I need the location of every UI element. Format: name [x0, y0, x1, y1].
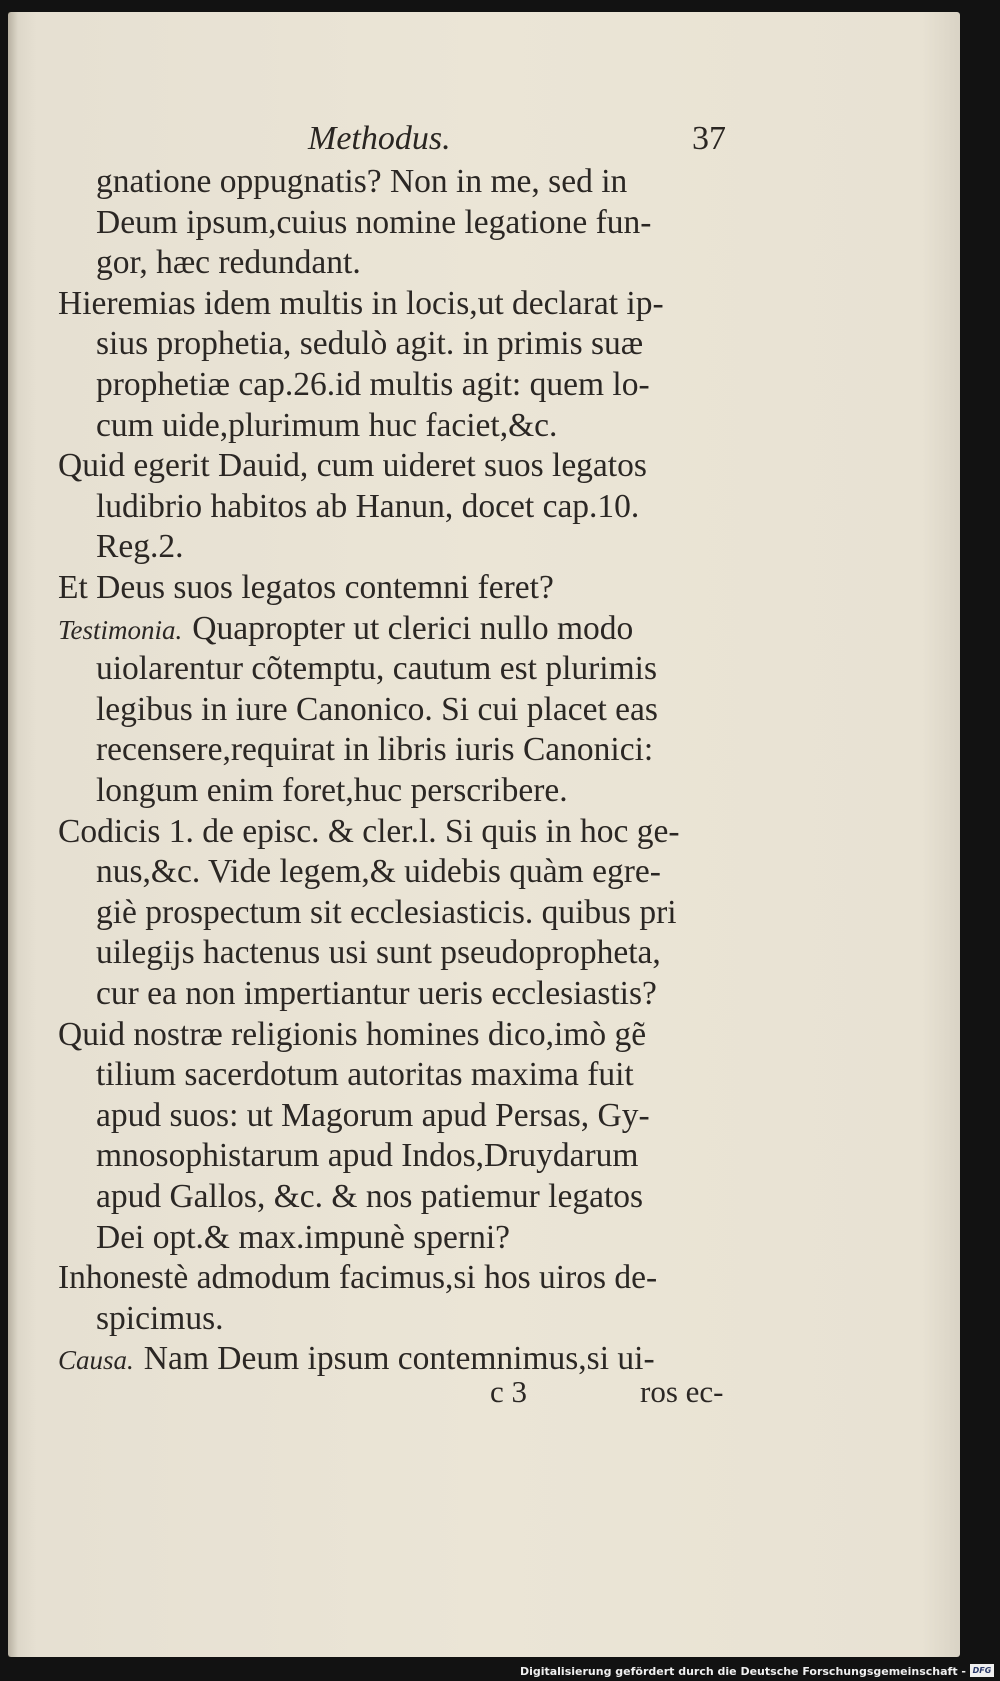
text-line — [96, 1218, 510, 1258]
line-text: Codicis 1. de episc. & cler.l. Si quis in hoc ge- — [58, 812, 680, 850]
text-line — [96, 406, 557, 446]
book-page — [8, 12, 960, 1657]
page-number: 37 — [692, 120, 726, 157]
line-text: Reg.2. — [96, 528, 184, 566]
text-line — [96, 203, 651, 243]
line-text: Nam Deum ipsum contemnimus,si ui- — [143, 1340, 655, 1378]
line-text: nus,&c. Vide legem,& uidebis quàm egre- — [96, 853, 661, 891]
line-text: longum enim foret,huc perscribere. — [96, 772, 568, 809]
line-text: spicimus. — [96, 1299, 224, 1337]
line-text: apud Gallos, &c. & nos patiemur legatos — [96, 1178, 644, 1215]
line-text: uilegijs hactenus usi sunt pseudopropheta, — [96, 934, 661, 972]
line-text: prophetiæ cap.26.id multis agit: quem lo- — [96, 366, 650, 403]
text-line — [96, 162, 627, 202]
text-line — [58, 284, 664, 324]
line-text: Quid nostræ religionis homines dico,imò gẽ — [58, 1015, 647, 1053]
line-text: Et Deus suos legatos contemni feret? — [58, 569, 554, 606]
text-line — [96, 243, 361, 283]
text-line — [58, 446, 647, 486]
dfg-logo: DFG — [970, 1664, 994, 1677]
running-title: Methodus. — [308, 120, 451, 157]
line-text: legibus in iure Canonico. Si cui placet eas — [96, 690, 658, 728]
text-line — [96, 852, 661, 892]
line-text: Quapropter ut clerici nullo modo — [192, 609, 634, 647]
line-text: gor, hæc redundant. — [96, 244, 361, 282]
signature-mark: c 3 — [490, 1374, 528, 1409]
text-line — [96, 324, 643, 364]
text-line — [96, 893, 677, 933]
line-text: sius prophetia, sedulò agit. in primis suæ — [96, 325, 644, 363]
line-text: Deum ipsum,cuius nomine legatione fun- — [96, 203, 652, 241]
text-line — [96, 1055, 634, 1095]
text-line — [96, 649, 657, 689]
text-line — [96, 1177, 643, 1217]
line-text: Hieremias idem multis in locis,ut declarat ip- — [58, 284, 664, 322]
text-line — [96, 974, 657, 1014]
text-line — [96, 527, 183, 567]
line-text: Inhonestè admodum facimus,si hos uiros de- — [58, 1259, 658, 1297]
line-text: gnatione oppugnatis? Non in me, sed in — [96, 163, 628, 200]
footer-bar — [0, 1659, 1000, 1681]
line-text: uiolarentur cõtemptu, cautum est plurimis — [96, 650, 657, 688]
digitization-credit: Digitalisierung gefördert durch die Deutsche Forschungsgemeinschaft - — [519, 1665, 966, 1678]
line-text: Dei opt.& max.impunè sperni? — [96, 1218, 511, 1256]
text-line — [96, 771, 568, 811]
line-text: tilium sacerdotum autoritas maxima fuit — [96, 1056, 634, 1094]
line-text: cur ea non impertiantur ueris ecclesiastis? — [96, 975, 657, 1012]
line-text: recensere,requirat in libris iuris Canonici: — [96, 731, 654, 769]
text-line — [96, 730, 653, 770]
text-line — [96, 487, 639, 527]
line-text: giè prospectum sit ecclesiasticis. quibus pri — [96, 893, 677, 931]
marginal-note: Causa. — [58, 1345, 134, 1376]
text-line — [96, 1096, 650, 1136]
text-line — [58, 568, 554, 608]
text-line — [96, 933, 661, 973]
text-line — [96, 1299, 224, 1339]
catchword: ros ec- — [640, 1374, 724, 1409]
line-text: ludibrio habitos ab Hanun, docet cap.10. — [96, 487, 640, 525]
text-line — [58, 1015, 646, 1055]
line-text: Quid egerit Dauid, cum uideret suos legatos — [58, 447, 647, 485]
line-text: cum uide,plurimum huc faciet,&c. — [96, 406, 558, 444]
text-line — [96, 365, 650, 405]
text-line — [96, 690, 658, 730]
line-text: apud suos: ut Magorum apud Persas, Gy- — [96, 1096, 650, 1134]
text-line — [58, 1339, 655, 1379]
marginal-note: Testimonia. — [58, 614, 183, 645]
text-line — [58, 812, 680, 852]
text-line — [58, 609, 633, 649]
line-text: mnosophistarum apud Indos,Druydarum — [96, 1137, 639, 1175]
text-line — [96, 1136, 638, 1176]
text-line — [58, 1258, 657, 1298]
